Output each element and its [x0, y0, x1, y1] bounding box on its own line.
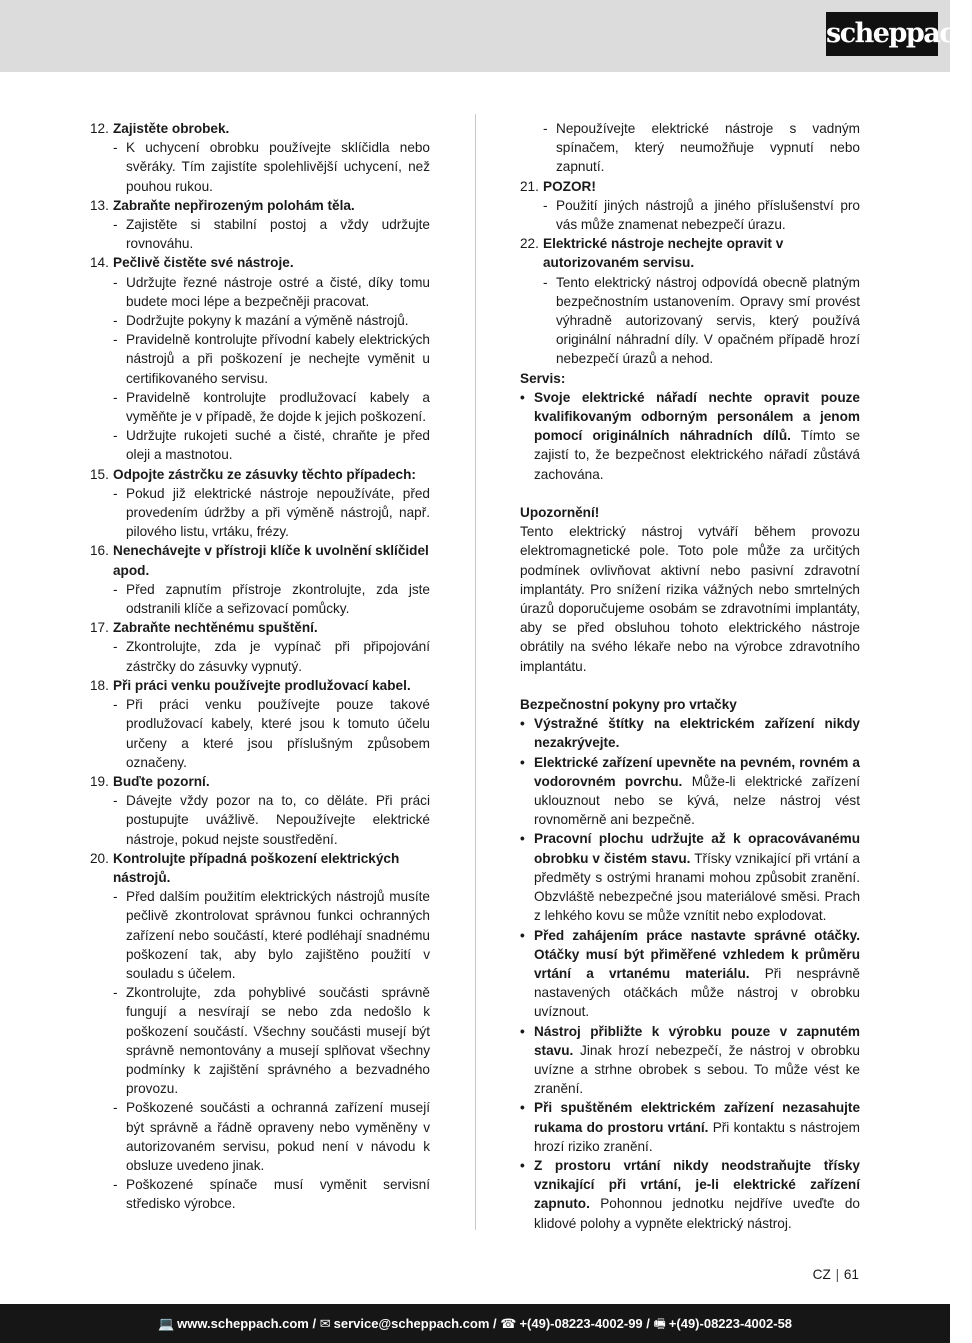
list-item: 12. Zajistěte obrobek.: [90, 121, 230, 136]
warning-text: Tento elektrický nástroj vytváří během provozu elektromagnetické pole. Toto pole může za určitých podmínek ovlivňovat aktivní nebo pasivní zdravotní implantáty. Pro snížení rizika vážných nebo smrtelných úrazů doporučujeme osobám se zdravotními implantáty, aby se před obsluhou tohoto elektrického nástroje obrátily na svého lékaře nebo na výrobce zdravotního implantátu.: [520, 524, 860, 674]
bullet-item: • Svoje elektrické nářadí nechte opravit pouze kvalifikovaným odborným personálem a jenom pomocí originálních náhradních dílů. Tímto se zajistí to, že bezpečnost elektrického nářadí zůstává zachována.: [520, 388, 860, 484]
bullet-icon: •: [520, 716, 525, 732]
list-item: 16. Nenechávejte v přístroji klíče k uvolnění sklíčidel apod.: [90, 543, 429, 578]
bullet-item: • Výstražné štítky na elektrickém zařízení nikdy nezakrývejte.: [520, 714, 860, 752]
mail-icon: ✉: [319, 1316, 331, 1331]
right-column: [520, 119, 860, 1233]
sub-item: - Udržujte rukojeti suché a čisté, chraňte je před oleji a mastnotou.: [113, 428, 430, 463]
phone-number: +(49)-08223-4002-99: [519, 1316, 643, 1331]
bullet-item: • Z prostoru vrtání nikdy neodstraňujte třísky vznikající při vrtání, je-li elektrické zařízení zapnuto. Pohonnou jednotku nejdříve uveďte do klidové polohy a vypněte elektrický nástroj.: [520, 1156, 860, 1233]
list-item: 19. Buďte pozorní.: [90, 773, 210, 789]
sub-item: - Tento elektrický nástroj odpovídá obecně platným bezpečnostním ustanovením. Opravy smí provést výhradně autorizovaný servis, který používá originální náhradní díly. V opačném případě hrozí nebezpečí úrazů a nehod.: [543, 274, 860, 367]
computer-icon: 💻: [157, 1316, 175, 1331]
sub-item: - Pokud již elektrické nástroje nepoužíváte, před provedením údržby a při výměně nástrojů, např. pilového listu, vrtáku, frézy.: [113, 485, 430, 540]
sub-item: - Před zapnutím přístroje zkontrolujte, zda jste odstranili klíče a seřizovací pomůcky.: [113, 581, 430, 617]
drill-heading: Bezpečnostní pokyny pro vrtačky: [520, 697, 737, 713]
fax-number: +(49)-08223-4002-58: [668, 1316, 793, 1331]
sub-item: - Pravidelně kontrolujte přívodní kabely elektrických nástrojů a při poškození je nechejte vyměnit u certifikovaného servisu.: [113, 332, 430, 386]
list-item: 15. Odpojte zástrčku ze zásuvky těchto případech:: [90, 466, 416, 482]
footer-bar: 💻 www.scheppach.com / ✉ service@scheppach.com / ☎ +(49)-08223-4002-99 / 🖷 +(49)-08223-4002-58: [0, 1304, 950, 1343]
sub-item: - Poškozené součásti a ochranná zařízení musejí být správně a řádně opraveny nebo vyměněny v autorizovaném servisu, pokud není v návodu k obsluze uvedeno jinak.: [113, 1100, 430, 1173]
bullet-item: • Při spuštěném elektrickém zařízení nezasahujte rukama do prostoru vrtání. Při kontaktu s nástrojem hrozí riziko zranění.: [520, 1098, 860, 1156]
sub-item: - Použití jiných nástrojů a jiného příslušenství pro vás může znamenat nebezpečí úrazu.: [543, 197, 860, 233]
servis-heading: Servis:: [520, 370, 566, 386]
scheppach-logo: scheppach: [826, 12, 938, 56]
bullet-icon: •: [520, 831, 525, 847]
sub-item: - Při práci venku používejte pouze takové prodlužovací kabely, které jsou k tomuto účelu určeny a které jsou příslušným způsobem označeny.: [113, 697, 430, 770]
bullet-icon: •: [520, 389, 525, 405]
sub-item: - Udržujte řezné nástroje ostré a čisté, díky tomu budete moci lépe a bezpečněji pracovat.: [113, 274, 430, 309]
sub-item: - Nepoužívejte elektrické nástroje s vadným spínačem, který neumožňuje vypnutí nebo zapnutí.: [543, 121, 860, 175]
sub-item: - Dávejte vždy pozor na to, co děláte. Při práci postupujte uvážlivě. Nepoužívejte elektrické nástroje, pokud nejste soustředění.: [113, 793, 430, 847]
warning-heading: Upozornění!: [520, 505, 600, 521]
bullet-icon: •: [520, 1100, 525, 1116]
bullet-icon: •: [520, 1023, 525, 1039]
list-item: 13. Zabraňte nepřirozeným polohám těla.: [90, 197, 355, 213]
sub-item: - Poškozené spínače musí vyměnit servisní středisko výrobce.: [113, 1177, 430, 1212]
list-item: 18. Při práci venku používejte prodlužovací kabel.: [90, 677, 411, 693]
sub-item: - Dodržujte pokyny k mazání a výměně nástrojů.: [113, 313, 409, 329]
column-divider: [475, 114, 476, 1230]
bullet-item: • Před zahájením práce nastavte správné otáčky. Otáčky musí být přiměřené vzhledem k průměru vrtání a vrtanému materiálu. Při nesprávně nastavených otáčkách může nástroj v obrobku uvíznout.: [520, 926, 860, 1022]
bullet-icon: •: [520, 1157, 525, 1173]
list-item: 22. Elektrické nástroje nechejte opravit v autorizovaném servisu.: [520, 236, 784, 271]
bullet-item: • Nástroj přibližte k výrobku pouze v zapnutém stavu. Jinak hrozí nebezpečí, že nástroj v obrobku uvízne a strhne obrobek s sebou. To může vést ke zranění.: [520, 1022, 860, 1099]
list-item: 14. Pečlivě čistěte své nástroje.: [90, 255, 294, 271]
website-link[interactable]: www.scheppach.com: [177, 1316, 309, 1331]
fax-icon: 🖷: [653, 1316, 666, 1331]
sub-item: - Zkontrolujte, zda je vypínač při připojování zástrčky do zásuvky vypnutý.: [113, 639, 430, 674]
phone-icon: ☎: [500, 1316, 517, 1331]
list-item: 17. Zabraňte nechtěnému spuštění.: [90, 620, 318, 636]
header-bar: [0, 0, 972, 72]
left-column: [90, 119, 430, 1214]
bullet-icon: •: [520, 754, 525, 770]
email-link[interactable]: service@scheppach.com: [333, 1316, 490, 1331]
sub-item: - Před dalším použitím elektrických nástrojů musíte pečlivě zkontrolovat správnou funkci ochranných zařízení nebo součástí, které podléhají snadnému poškození tak, aby bylo zajištěno použití v souladu s účelem.: [113, 889, 430, 981]
bullet-item: • Pracovní plochu udržujte až k opracovávanému obrobku v čistém stavu. Třísky vznikající při vrtání a předměty s ostrými hranami mohou způsobit zranění. Obzvláště nebezpečné jsou materiálové směsi. Prach z lehkého kovu se může vznítit nebo explodovat.: [520, 829, 860, 925]
list-item: 20. Kontrolujte případná poškození elektrických nástrojů.: [90, 850, 400, 885]
sub-item: - Zkontrolujte, zda pohyblivé součásti správně fungují a nesvírají se nebo zda nedošlo k poškození součástí. Všechny součásti musejí být správně nemontovány a musejí splňovat všechny podmínky k zajištění správného a bezvadného provozu.: [113, 985, 430, 1097]
page-number: CZ | 61: [812, 1267, 859, 1282]
sub-item: - Zajistěte si stabilní postoj a vždy udržujte rovnováhu.: [113, 217, 430, 252]
list-item: 21. POZOR!: [520, 178, 596, 194]
bullet-icon: •: [520, 927, 525, 943]
bullet-item: • Elektrické zařízení upevněte na pevném, rovném a vodorovném povrchu. Může-li elektrické zařízení uklouznout nebo se kývá, nelze nástroj vést rovnoměrně ani bezpečně.: [520, 753, 860, 830]
sub-item: - Pravidelně kontrolujte prodlužovací kabely a vyměňte je v případě, že dojde k jejich poškození.: [113, 389, 430, 425]
sub-item: - K uchycení obrobku používejte sklíčidla nebo svěráky. Tím zajistíte spolehlivější uchycení, než pouhou rukou.: [113, 140, 430, 194]
